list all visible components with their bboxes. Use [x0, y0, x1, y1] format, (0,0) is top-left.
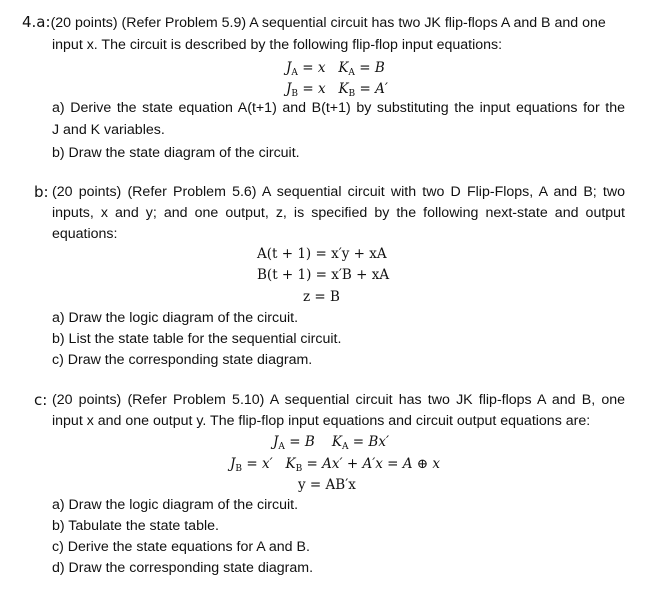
problem-c-line-2: input x and one output y. The flip-flop input equations and circuit output equations are:: [52, 413, 591, 429]
problem-b-line-2: inputs, x and y; and one output, z, is specified by the following next-state and output: [52, 205, 625, 221]
kb-value: A′: [375, 81, 388, 97]
problem-c-equation-3: y = AB′x: [298, 477, 356, 493]
ka-value: B: [374, 60, 385, 76]
jb-value: x: [317, 81, 326, 97]
problem-a-item-b: b) Draw the state diagram of the circuit.: [52, 145, 300, 161]
problem-a-equation-1: $J_A = x$ $K_A = B$: [286, 60, 385, 78]
c-ja-value: B: [304, 434, 315, 450]
problem-b-line-3: equations:: [52, 226, 118, 242]
problem-c-item-c: c) Derive the state equations for A and B.: [52, 539, 310, 555]
problem-b-item-a: a) Draw the logic diagram of the circuit.: [52, 310, 299, 326]
problem-b-equation-2: B(t + 1) = x′B + xA: [257, 267, 390, 283]
ja-value: x: [317, 60, 326, 76]
problem-c-item-a: a) Draw the logic diagram of the circuit.: [52, 497, 299, 513]
problem-a-line-2: input x. The circuit is described by the following flip-flop input equations:: [52, 37, 503, 53]
problem-b-equation-3: z = B: [303, 289, 340, 305]
problem-c-equation-2: $J_B = x'$ $K_B = Ax' + A'x = A$ ⊕ x: [230, 456, 441, 474]
problem-c-equation-1: $J_A = B$ $K_A = Bx'$: [273, 434, 390, 452]
problem-a-equation-2: $J_B = x$ $K_B = A'$: [286, 81, 388, 99]
problem-c-line-1: (20 points) (Refer Problem 5.10) A sequential circuit has two JK flip-flops A and B, one: [52, 392, 625, 408]
problem-a-intro-line-1: [22, 13, 606, 32]
c-jb-value: x′: [261, 456, 273, 472]
problem-b-marker: b:: [34, 183, 49, 201]
problem-b-line-1: (20 points) (Refer Problem 5.6) A sequential circuit with two D Flip-Flops, A and B; two: [52, 184, 625, 200]
problem-a-marker: 4.a:: [22, 13, 51, 31]
problem-a-line-1: (20 points) (Refer Problem 5.9) A sequential circuit has two JK flip-flops A and B and one: [50, 15, 606, 31]
problem-c-item-b: b) Tabulate the state table.: [52, 518, 219, 534]
c-ka-value: Bx′: [368, 434, 390, 450]
problem-b-equation-1: A(t + 1) = x′y + xA: [257, 246, 387, 262]
problem-b-item-b: b) List the state table for the sequential circuit.: [52, 331, 342, 347]
problem-b-item-c: c) Draw the corresponding state diagram.: [52, 352, 313, 368]
c-kb-value: Ax′ + A′x = A ⊕ x: [322, 456, 441, 472]
problem-c-item-d: d) Draw the corresponding state diagram.: [52, 560, 314, 576]
problem-c-marker: c:: [34, 391, 48, 409]
problem-a-item-a-line-1: a) Derive the state equation A(t+1) and B(t+1) by substituting the input equations for the: [52, 100, 625, 116]
problem-a-item-a-line-2: J and K variables.: [52, 122, 165, 138]
